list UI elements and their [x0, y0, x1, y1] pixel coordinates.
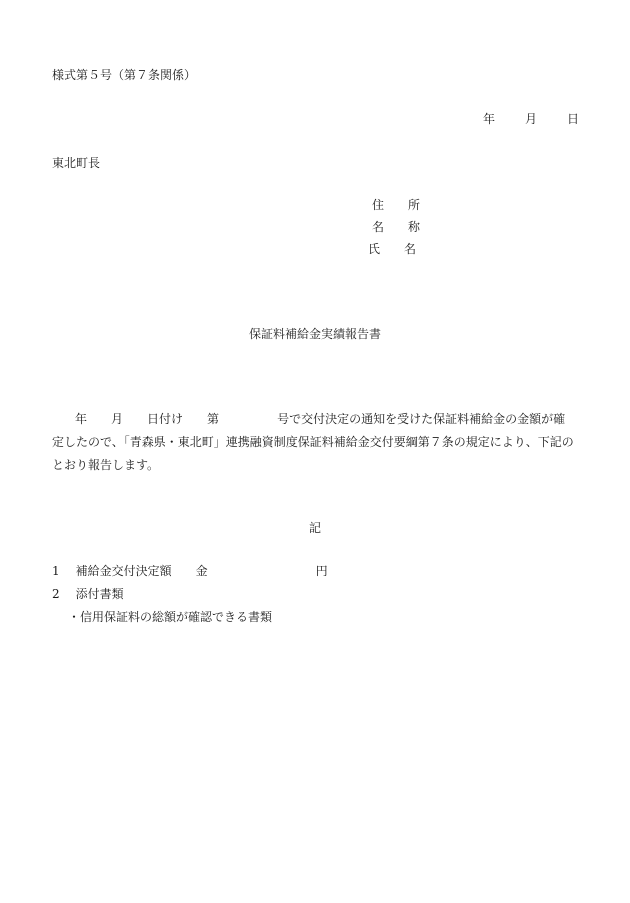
- applicant-company-name-label: 名 称: [372, 220, 421, 234]
- ki-heading: 記: [308, 521, 321, 535]
- date-line: [483, 110, 579, 127]
- body-line-1: 年 月 日付け 第 号で交付決定の通知を受けた保証料補給金の金額が確: [75, 412, 566, 426]
- document-title: 保証料補給金実績報告書: [248, 327, 381, 341]
- date-day-label: 日: [566, 112, 579, 126]
- date-year-label: 年: [482, 112, 495, 126]
- body-line-2: 定したので、「青森県・東北町」連携融資制度保証料補給金交付要綱第７条の規定により、下記の: [52, 435, 574, 449]
- item-1: 1 補給金交付決定額 金 円: [52, 564, 328, 578]
- addressee: 東北町長: [52, 156, 101, 170]
- applicant-person-name-label: 氏 名: [368, 242, 417, 256]
- item-2-attachment: ・信用保証料の総額が確認できる書類: [68, 610, 273, 624]
- item-2: 2 添付書類: [52, 587, 124, 601]
- form-number: 様式第５号（第７条関係）: [52, 68, 197, 82]
- date-month-label: 月: [524, 112, 537, 126]
- body-line-3: とおり報告します。: [52, 458, 160, 472]
- applicant-address-label: 住 所: [372, 198, 421, 212]
